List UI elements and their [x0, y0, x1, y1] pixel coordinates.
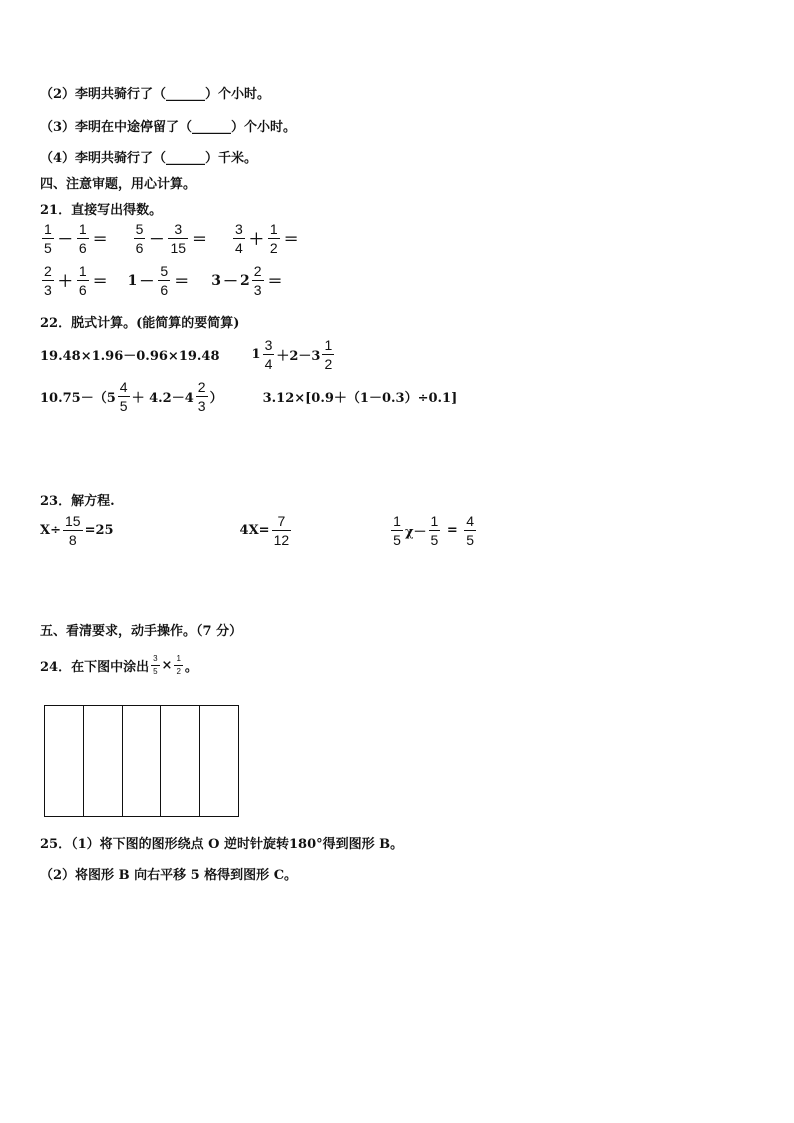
q22-row2: 10.75－（5 $\frac{4}{5}$ ＋ 4.2－4 $\frac{2}{3}$ ） 3.12×[0.9＋（1－0.3）÷0.1] — [40, 379, 458, 414]
q22-row1: 19.48×1.96－0.96×19.48 1 $\frac{3}{4}$ ＋2－3 $\frac{1}{2}$ — [40, 337, 333, 372]
q23-equations: X÷ $\frac{15}{8}$ =25 4X= $\frac{7}{12}$ $\frac{1}{5}$ χ－ $\frac{1}{5}$ = $\frac{4}{5}$ — [40, 513, 475, 548]
q22-title: 22．脱式计算。(能简算的要简算) — [40, 316, 240, 331]
fraction: $\frac{4}{5}$ — [466, 513, 475, 548]
fraction: $\frac{2}{3}$ — [197, 379, 206, 414]
q21-title: 21．直接写出得数。 — [40, 203, 163, 218]
q22-expr1: 19.48×1.96－0.96×19.48 — [40, 349, 220, 364]
fraction: $\frac{3}{4}$ — [264, 337, 273, 372]
q22-expr4: 3.12×[0.9＋（1－0.3）÷0.1] — [262, 391, 458, 406]
q25-line2: （2）将图形 B 向右平移 5 格得到图形 C。 — [40, 868, 298, 883]
fraction: $\frac{1}{6}$ — [78, 221, 87, 256]
fraction: $\frac{1}{2}$ — [324, 337, 333, 372]
fraction: $\frac{5}{6}$ — [160, 263, 169, 298]
section4-title: 四、注意审题，用心计算。 — [40, 177, 197, 192]
fraction: $\frac{3}{4}$ — [235, 221, 243, 256]
fraction: $\frac{2}{3}$ — [253, 263, 262, 298]
q20-item-3: （3）李明在中途停留了（______）个小时。 — [40, 120, 297, 135]
fraction: $\frac{4}{5}$ — [119, 379, 128, 414]
grid-cell[interactable] — [84, 706, 123, 816]
q25-line1: 25．（1）将下图的图形绕点 O 逆时针旋转180°得到图形 B。 — [40, 837, 404, 852]
q23-title: 23．解方程. — [40, 494, 115, 509]
q20-item-2: （2）李明共骑行了（______）个小时。 — [40, 87, 271, 102]
fraction: $\frac{3}{15}$ — [170, 221, 187, 256]
fraction: $\frac{1}{2}$ — [269, 221, 278, 256]
grid-cell[interactable] — [161, 706, 200, 816]
q20-item-4: （4）李明共骑行了（______）千米。 — [40, 151, 258, 166]
q24-shading-grid[interactable] — [44, 705, 239, 817]
fraction: $\frac{1}{6}$ — [78, 263, 87, 298]
fraction: $\frac{1}{2}$ — [176, 654, 181, 676]
q24-title: 24．在下图中涂出 $\frac{3}{5}$ × $\frac{1}{2}$ 。 — [40, 654, 198, 676]
section5-title: 五、看清要求，动手操作。（7 分） — [40, 624, 243, 639]
grid-cell[interactable] — [123, 706, 162, 816]
fraction: $\frac{7}{12}$ — [273, 513, 290, 548]
fraction: $\frac{1}{5}$ — [430, 513, 439, 548]
fraction: $\frac{15}{8}$ — [64, 513, 81, 548]
fraction: $\frac{1}{5}$ — [44, 221, 52, 256]
q21-row1: $\frac{1}{5}$ － $\frac{1}{6}$ ＝ $\frac{5}{6}$ － $\frac{3}{15}$ ＝ $\frac{3}{4}$ ＋ $\frac{1}{2}$ ＝ — [44, 221, 299, 256]
q21-row2: $\frac{2}{3}$ ＋ $\frac{1}{6}$ ＝ 1 － $\frac{5}{6}$ ＝ 3 － 2 $\frac{2}{3}$ ＝ — [44, 263, 283, 298]
fraction: $\frac{3}{5}$ — [153, 654, 158, 676]
fraction: $\frac{5}{6}$ — [135, 221, 144, 256]
fraction: $\frac{2}{3}$ — [44, 263, 52, 298]
grid-cell[interactable] — [45, 706, 84, 816]
fraction: $\frac{1}{5}$ — [393, 513, 401, 548]
grid-cell[interactable] — [200, 706, 238, 816]
